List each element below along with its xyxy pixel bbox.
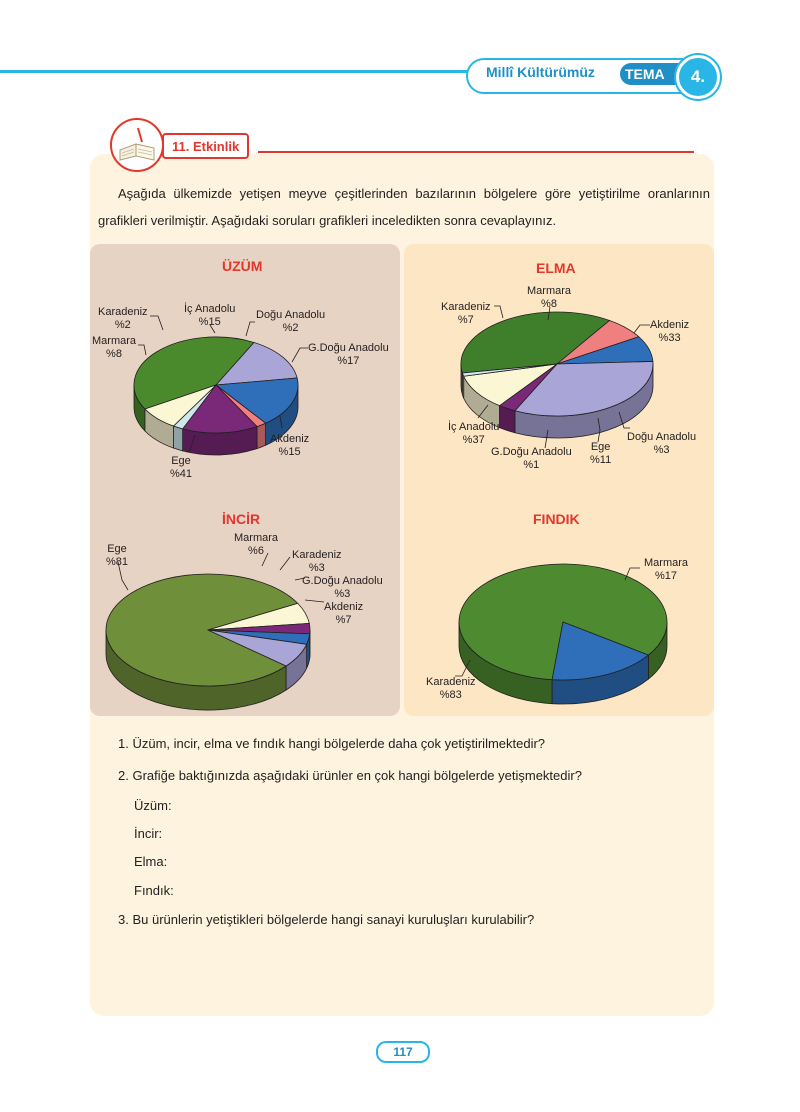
uzum-label-dogu-anadolu: Doğu Anadolu %2 — [256, 309, 326, 334]
pie-slice-side — [174, 426, 183, 451]
elma-label-marmara: Marmara %8 — [527, 285, 572, 310]
answer-incir-label: İncir: — [134, 826, 163, 841]
answer-elma-label: Elma: — [134, 854, 168, 869]
intro-paragraph: Aşağıda ülkemizde yetişen meyve çeşitlerinden bazılarının bölgelere göre yetiştirilme oranlarının grafikleri verilmiştir. Aşağıdaki soruları grafikleri inceledikten sonra cevaplayınız. — [98, 186, 710, 228]
uzum-label-ic-anadolu: İç Anadolu %15 — [184, 303, 236, 328]
elma-label-akdeniz: Akdeniz %33 — [650, 319, 690, 344]
question-1: 1. Üzüm, incir, elma ve fındık hangi bölgelerde daha çok yetiştirilmektedir? — [118, 736, 546, 751]
findik-label-karadeniz: Karadeniz %83 — [426, 676, 476, 701]
elma-label-ic-anadolu: İç Anadolu %37 — [448, 421, 500, 446]
uzum-label-akdeniz: Akdeniz %15 — [270, 433, 310, 458]
chart-title-incir: İNCİR — [222, 511, 261, 527]
incir-label-akdeniz: Akdeniz %7 — [324, 601, 364, 626]
chart-title-findik: FINDIK — [533, 511, 580, 527]
uzum-label-gdogu-anadolu: G.Doğu Anadolu %17 — [308, 342, 389, 367]
pie-slice-side — [257, 423, 266, 448]
question-3: 3. Bu ürünlerin yetiştikleri bölgelerde hangi sanayi kuruluşları kurulabilir? — [118, 912, 535, 927]
question-2: 2. Grafiğe baktığınızda aşağıdaki ürünler en çok hangi bölgelerde yetişmektedir? — [118, 768, 582, 783]
findik-label-marmara: Marmara %17 — [644, 557, 689, 582]
answer-uzum-label: Üzüm: — [134, 798, 172, 813]
chart-title-elma: ELMA — [536, 260, 576, 276]
elma-label-dogu-anadolu: Doğu Anadolu %3 — [627, 431, 697, 456]
elma-label-gdogu-anadolu: G.Doğu Anadolu %1 — [491, 446, 572, 471]
uzum-label-karadeniz: Karadeniz %2 — [98, 306, 148, 331]
incir-label-karadeniz: Karadeniz %3 — [292, 549, 342, 574]
pie-slice-side — [462, 373, 463, 398]
answer-findik-label: Fındık: — [134, 883, 174, 898]
uzum-label-ege: Ege %41 — [170, 455, 193, 480]
uzum-label-marmara: Marmara %8 — [92, 335, 137, 360]
page-number: 117 — [376, 1041, 430, 1063]
elma-label-ege: Ege %11 — [590, 441, 612, 466]
tema-label: TEMA — [625, 66, 665, 82]
incir-label-ege: Ege %81 — [106, 543, 129, 568]
elma-label-karadeniz: Karadeniz %7 — [441, 301, 491, 326]
tema-number: 4. — [676, 55, 720, 99]
chart-title-uzum: ÜZÜM — [222, 258, 263, 274]
incir-label-gdogu-anadolu: G.Doğu Anadolu %3 — [302, 575, 383, 600]
activity-label: 11. Etkinlik — [162, 133, 249, 159]
incir-label-marmara: Marmara %6 — [234, 532, 279, 557]
theme-title: Millî Kültürümüz — [486, 64, 595, 80]
